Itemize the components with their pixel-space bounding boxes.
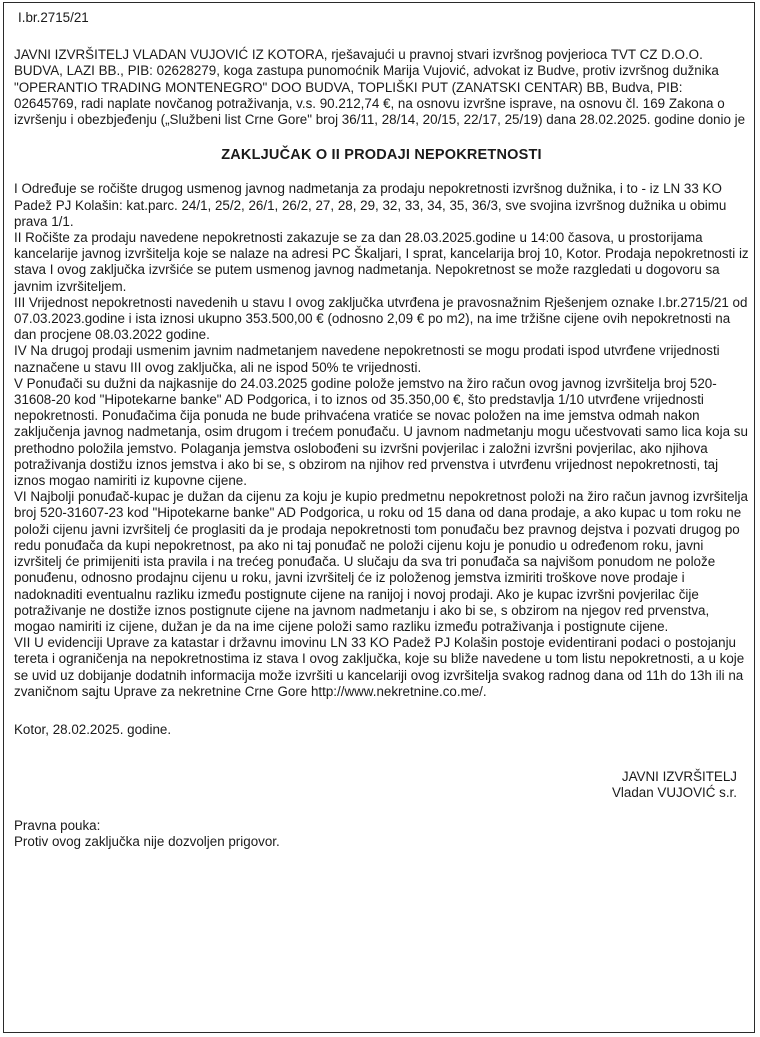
legal-notice-text: Protiv ovog zaključka nije dozvoljen prigovor. [14,833,280,849]
paragraph-iii: III Vrijednost nepokretnosti navedenih u stavu I ovog zaključka utvrđena je pravosnažnim Rješenjem oznake I.br.2715/21 od 07.03.2023.godine i ista iznosi ukupno 353.500,00 € (odnosno 2,09 € po m2), na ime tržišne cijene ovih nepokretnosti na dan procjene 08.03.2022 godine. [14,294,748,343]
signature-title: JAVNI IZVRŠITELJ [621,769,737,785]
legal-notice [14,818,749,850]
paragraph-ii: II Ročište za prodaju navedene nepokretnosti zakazuje se za dan 28.03.2025.godine u 14:00 časova, u prostorijama kancelarije javnog izvršitelja koje se nalaze na adresi PC Škaljari, I sprat, kancelarija broj 10, Kotor. Prodaja nepokretnosti iz stava I ovog zaključka izvršiće se putem usmenog javnog nadmetanja. Nepokretnost se može razgledati u dogovoru sa javnim izvršiteljem. [14,230,749,294]
paragraph-v: V Ponuđači su dužni da najkasnije do 24.03.2025 godine polože jemstvo na žiro račun ovog javnog izvršitelja broj 520-31608-20 kod "Hipotekarne banke" AD Podgorica, i to iznos od 35.350,00 €, što predstavlja 1/10 utvrđene vrijednosti nepokretnosti. Ponuđačima čija ponuda ne bude prihvaćena vratiće se novac položen na ime jemstva odmah nakon zaključenja javnog nadmetanja, osim drugom i trećem ponuđaču. U javnom nadmetanju mogu učestvovati samo lica koja su prethodno položila jemstvo. Polaganja jemstva oslobođeni su izvršni povjerilac i založni izvršni povjerilac, ako njihova potraživanja dostižu iznos jemstva i ako bi se, s obzirom na njihov red prvenstva i utvrđenu vrijednost nepokretnosti, taj iznos mogao namiriti iz kupovne cijene. [14,375,748,489]
signature-name: Vladan VUJOVIĆ s.r. [611,785,737,801]
place-and-date: Kotor, 28.02.2025. godine. [14,721,172,737]
legal-notice-heading: Pravna pouka: [14,817,101,833]
case-reference: I.br.2715/21 [18,10,89,25]
paragraph-vi: VI Najbolji ponuđač-kupac je dužan da cijenu za koju je kupio predmetnu nepokretnost položi na žiro račun javnog izvršitelja broj 520-31607-23 kod "Hipotekarne banke" AD Podgorica, u roku od 15 dana od dana prodaje, a ako kupac u tom roku ne položi cijenu javni izvršitelj će proglasiti da je prodaja nepokretnosti tom ponuđaču bez pravnog dejstva i pozvati drugog po redu ponuđača da kupi nepokretnost, pa ako ni taj ponuđač ne položi cijenu koju je ponudio u određenom roku, javni izvršitelj će primijeniti ista pravila i na trećeg ponuđača. U slučaju da sva tri ponuđača sa najvišom ponudom ne polože ponuđenu, odnosno prodajnu cijenu u roku, javni izvršitelj će iz položenog jemstva izmiriti troškove nove prodaje i nadoknaditi eventualnu razliku između postignute cijene na ranijoj i novoj prodaji. Ako je kupac izvršni povjerilac čije potraživanje ne dostiže iznos postignute cijene na javnom nadmetanju i ako bi se, s obzirom na njegov red prvenstva, mogao namiriti iz cijene, dužan je da na ime cijene položi samo razliku između potraživanja i postignute cijene. [14,489,748,634]
intro-paragraph: JAVNI IZVRŠITELJ VLADAN VUJOVIĆ IZ KOTORA, rješavajući u pravnoj stvari izvršnog povjerioca TVT CZ D.O.O. BUDVA, LAZI BB., PIB: 02628279, koga zastupa punomoćnik Marija Vujović, advokat iz Budve, protiv izvršnog dužnika "OPERANTIO TRADING MONTENEGRO" DOO BUDVA, TOPLIŠKI PUT (ZANATSKI CENTAR) BB, Budva, PIB: 02645769, radi naplate novčanog potraživanja, v.s. 90.212,74 €, na osnovu izvršne isprave, na osnovu čl. 169 Zakona o izvršenju i obezbjeđenju („Službeni list Crne Gore" broj 36/11, 28/14, 20/15, 22/17, 25/19) dana 28.02.2025. godine donio je [14,47,746,128]
signature-block [14,769,737,801]
document-title: ZAKLJUČAK O II PRODAJI NEPOKRETNOSTI [221,147,542,164]
document [14,10,749,850]
paragraph-i: I Određuje se ročište drugog usmenog javnog nadmetanja za prodaju nepokretnosti izvršnog dužnika, i to - iz LN 33 KO Padež PJ Kolašin: kat.parc. 24/1, 25/2, 26/1, 26/2, 27, 28, 29, 32, 33, 34, 35, 36/3, sve svojina izvršnog dužnika u obimu prava 1/1. [14,181,727,229]
paragraph-vii: VII U evidenciji Uprave za katastar i državnu imovinu LN 33 KO Padež PJ Kolašin postoje evidentirani podaci o postojanju tereta i ograničenja na nepokretnostima iz stava I ovog zaključka, koje su bliže navedene u tom listu nepokretnosti, a u koje se uvid uz dobijanje dodatnih informacija može izvršiti u kancelariji ovog izvršitelja svakog radnog dana od 11h do 13h ili na zvaničnom sajtu Uprave za nekretnine Crne Gore http://www.nekretnine.co.me/. [14,635,745,699]
paragraph-iv: IV Na drugoj prodaji usmenim javnim nadmetanjem navedene nepokretnosti se mogu prodati ispod utvrđene vrijednosti naznačene u stavu III ovog zaključka, ali ne ispod 50% te vrijednosti. [14,343,720,375]
